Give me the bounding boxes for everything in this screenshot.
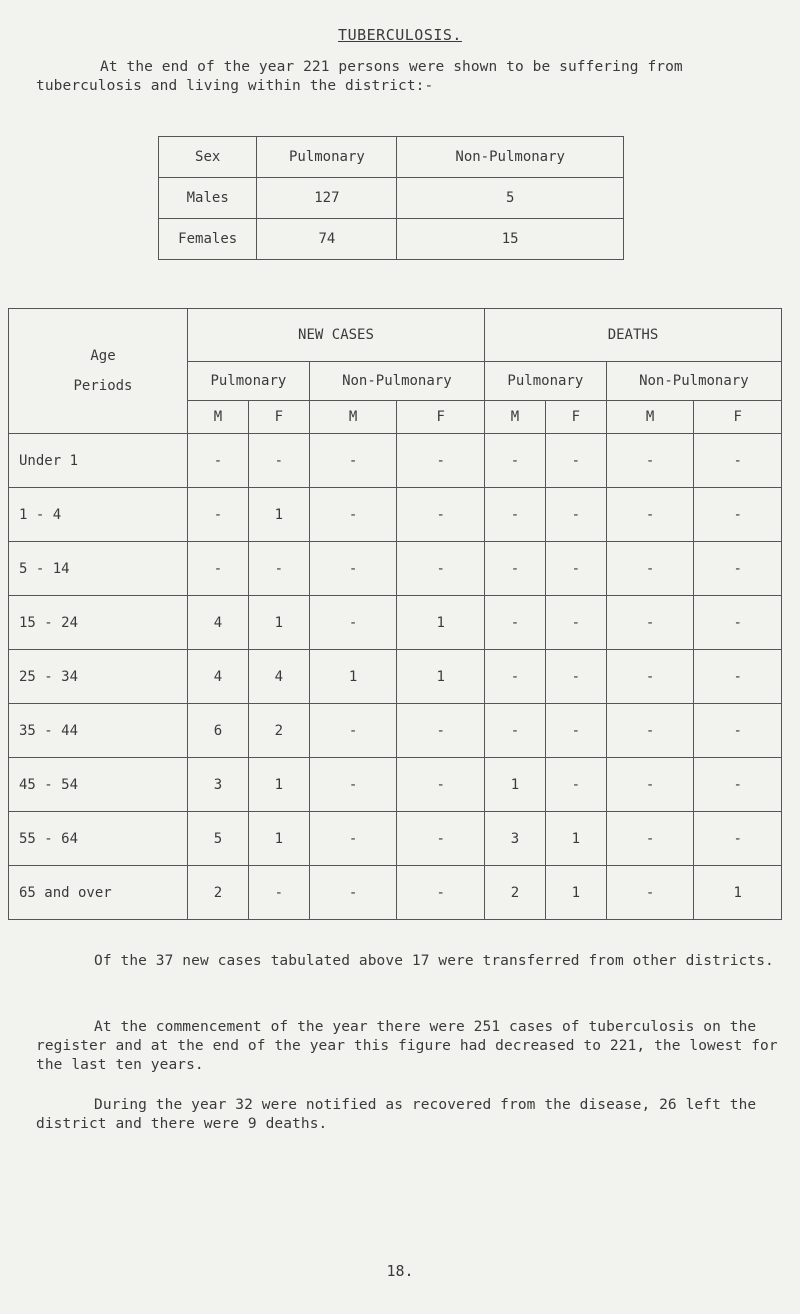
value-cell: - [309, 488, 397, 542]
value-cell: 1 [545, 866, 606, 920]
value-cell: 1 [248, 596, 309, 650]
value-cell: - [397, 866, 485, 920]
age-period-cell: 5 - 14 [9, 542, 188, 596]
age-periods-table [8, 308, 782, 920]
value-cell: 2 [484, 866, 545, 920]
value-cell: - [606, 866, 694, 920]
value-cell: - [606, 650, 694, 704]
age-header-line-2: Periods [73, 378, 133, 394]
summary-pulmonary-cell: 127 [257, 178, 397, 219]
table-row [9, 542, 782, 596]
value-cell: - [309, 542, 397, 596]
age-period-cell: 55 - 64 [9, 812, 188, 866]
value-cell: - [397, 542, 485, 596]
age-period-cell: Under 1 [9, 434, 188, 488]
age-header-line-1: Age [90, 348, 116, 364]
value-cell: - [397, 812, 485, 866]
value-cell: - [545, 758, 606, 812]
value-cell: - [188, 434, 249, 488]
value-cell: 1 [694, 866, 782, 920]
value-cell: 1 [397, 596, 485, 650]
value-cell: - [309, 596, 397, 650]
value-cell: 3 [188, 758, 249, 812]
value-cell: 1 [309, 650, 397, 704]
table-row [9, 488, 782, 542]
value-cell: 1 [545, 812, 606, 866]
value-cell: - [545, 542, 606, 596]
value-cell: - [606, 704, 694, 758]
table-row [9, 812, 782, 866]
table-row [9, 758, 782, 812]
value-cell: - [694, 596, 782, 650]
value-cell: - [309, 758, 397, 812]
recovered-paragraph: During the year 32 were notified as recovered from the disease, 26 left the district and there were 9 deaths. [36, 1097, 757, 1132]
value-cell: - [694, 488, 782, 542]
summary-header-sex: Sex [159, 137, 257, 178]
table-row [9, 596, 782, 650]
value-cell: - [545, 596, 606, 650]
value-cell: - [188, 488, 249, 542]
value-cell: - [309, 812, 397, 866]
value-cell: 1 [248, 758, 309, 812]
summary-non-pulmonary-cell: 15 [397, 219, 624, 260]
col-f-header: F [694, 401, 782, 434]
page-title: TUBERCULOSIS. [338, 26, 462, 44]
value-cell: - [484, 488, 545, 542]
new-cases-header: NEW CASES [188, 309, 485, 362]
deaths-pulmonary-header: Pulmonary [484, 362, 606, 401]
value-cell: - [694, 812, 782, 866]
table-row [9, 704, 782, 758]
value-cell: 4 [188, 650, 249, 704]
value-cell: 3 [484, 812, 545, 866]
value-cell: - [694, 704, 782, 758]
value-cell: 1 [484, 758, 545, 812]
col-f-header: F [397, 401, 485, 434]
value-cell: - [545, 704, 606, 758]
value-cell: 1 [397, 650, 485, 704]
value-cell: 2 [188, 866, 249, 920]
summary-header-non-pulmonary: Non-Pulmonary [397, 137, 624, 178]
value-cell: - [545, 488, 606, 542]
value-cell: - [484, 650, 545, 704]
table-row [9, 650, 782, 704]
value-cell: - [606, 812, 694, 866]
value-cell: - [397, 488, 485, 542]
col-m-header: M [606, 401, 694, 434]
value-cell: 4 [248, 650, 309, 704]
value-cell: - [309, 434, 397, 488]
value-cell: - [694, 650, 782, 704]
value-cell: - [248, 434, 309, 488]
summary-pulmonary-cell: 74 [257, 219, 397, 260]
age-period-cell: 65 and over [9, 866, 188, 920]
value-cell: 1 [248, 488, 309, 542]
value-cell: - [545, 650, 606, 704]
table-row [9, 434, 782, 488]
deaths-header: DEATHS [484, 309, 781, 362]
value-cell: 4 [188, 596, 249, 650]
table-row [9, 866, 782, 920]
age-period-cell: 45 - 54 [9, 758, 188, 812]
age-table-header-row-1 [9, 309, 782, 362]
age-period-cell: 15 - 24 [9, 596, 188, 650]
intro-paragraph: At the end of the year 221 persons were shown to be suffering from tuberculosis and living within the district:- [36, 59, 683, 94]
register-paragraph: At the commencement of the year there were 251 cases of tuberculosis on the register and at the end of the year this figure had decreased to 221, the lowest for the last ten years. [36, 1019, 778, 1073]
summary-row-males [159, 178, 624, 219]
age-table-body [9, 434, 782, 920]
value-cell: - [694, 542, 782, 596]
value-cell: - [309, 866, 397, 920]
transferred-paragraph: Of the 37 new cases tabulated above 17 were transferred from other districts. [94, 953, 774, 969]
value-cell: - [397, 704, 485, 758]
col-m-header: M [188, 401, 249, 434]
value-cell: - [606, 488, 694, 542]
col-f-header: F [248, 401, 309, 434]
value-cell: - [606, 542, 694, 596]
value-cell: - [248, 866, 309, 920]
value-cell: - [606, 596, 694, 650]
summary-table [158, 136, 624, 260]
value-cell: - [188, 542, 249, 596]
value-cell: - [606, 434, 694, 488]
value-cell: 1 [248, 812, 309, 866]
value-cell: - [397, 758, 485, 812]
deaths-non-pulmonary-header: Non-Pulmonary [606, 362, 781, 401]
value-cell: - [484, 434, 545, 488]
value-cell: - [694, 758, 782, 812]
col-m-header: M [309, 401, 397, 434]
value-cell: 2 [248, 704, 309, 758]
summary-non-pulmonary-cell: 5 [397, 178, 624, 219]
value-cell: - [606, 758, 694, 812]
summary-row-females [159, 219, 624, 260]
summary-sex-cell: Males [159, 178, 257, 219]
col-f-header: F [545, 401, 606, 434]
col-m-header: M [484, 401, 545, 434]
value-cell: - [248, 542, 309, 596]
new-non-pulmonary-header: Non-Pulmonary [309, 362, 484, 401]
value-cell: - [484, 596, 545, 650]
value-cell: - [545, 434, 606, 488]
age-period-cell: 1 - 4 [9, 488, 188, 542]
value-cell: - [484, 542, 545, 596]
age-period-cell: 25 - 34 [9, 650, 188, 704]
new-pulmonary-header: Pulmonary [188, 362, 310, 401]
value-cell: - [484, 704, 545, 758]
value-cell: 5 [188, 812, 249, 866]
summary-sex-cell: Females [159, 219, 257, 260]
page-number: 18. [386, 1262, 414, 1280]
age-period-cell: 35 - 44 [9, 704, 188, 758]
summary-header-pulmonary: Pulmonary [257, 137, 397, 178]
summary-header-row [159, 137, 624, 178]
value-cell: - [397, 434, 485, 488]
age-periods-header [9, 309, 188, 434]
value-cell: - [694, 434, 782, 488]
value-cell: - [309, 704, 397, 758]
value-cell: 6 [188, 704, 249, 758]
